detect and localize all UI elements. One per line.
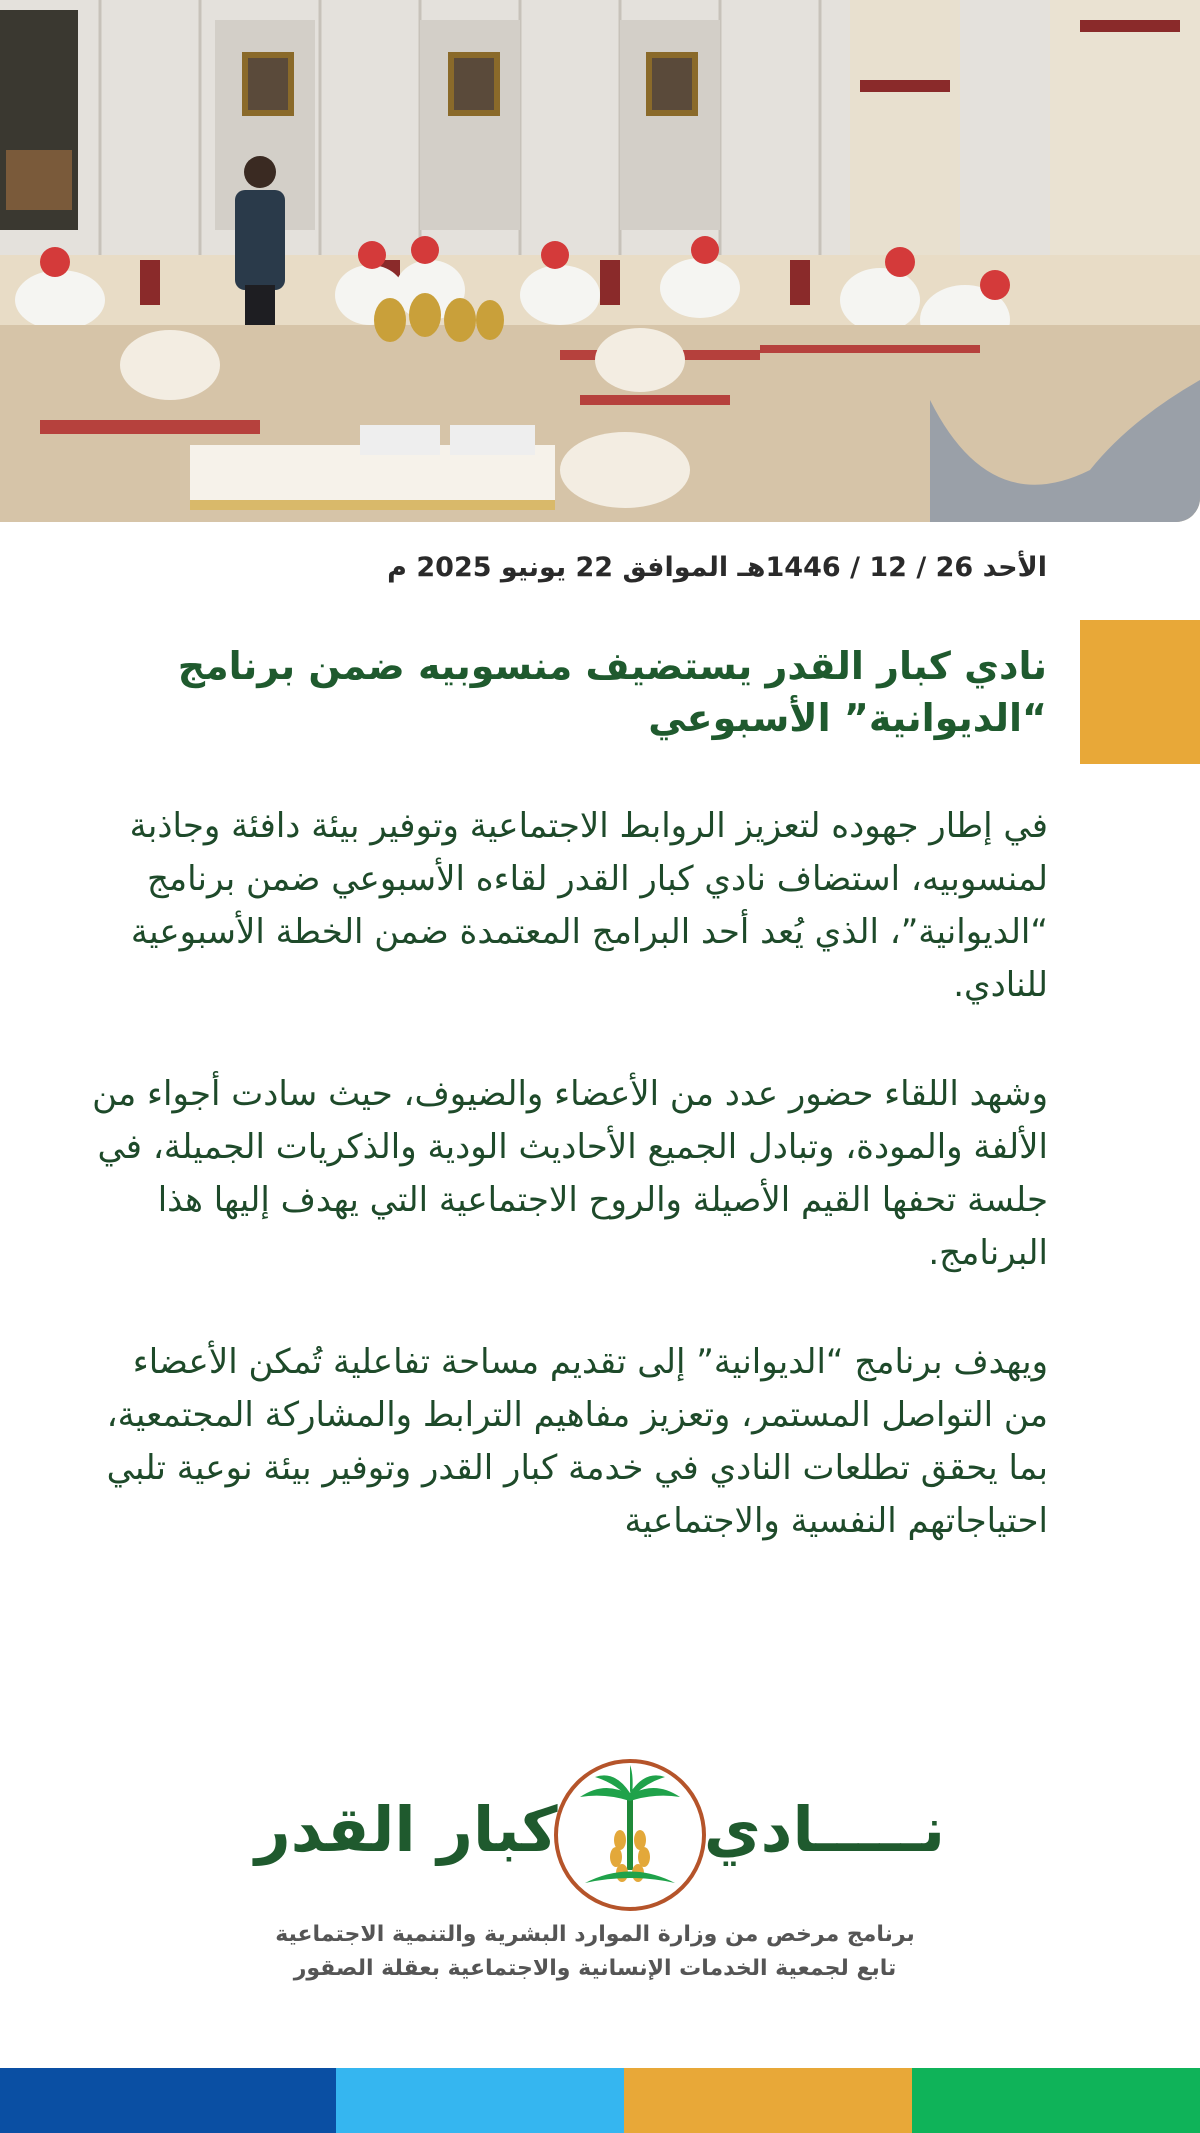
footer-stripe-green	[912, 2068, 1200, 2133]
palm-wheat-emblem-icon	[550, 1755, 710, 1915]
article-body	[88, 800, 1048, 1604]
majlis-photo-illustration	[0, 0, 1200, 522]
license-line-1: برنامج مرخص من وزارة الموارد البشرية والتنمية الاجتماعية	[275, 1922, 915, 1947]
footer-stripe-light-blue	[336, 2068, 624, 2133]
logo-word-name: كبار القدر	[255, 1793, 558, 1866]
article-title: نادي كبار القدر يستضيف منسوبيه ضمن برنامج “الديوانية” الأسبوعي	[177, 644, 1047, 740]
footer-stripe-orange	[624, 2068, 912, 2133]
paragraph-3: ويهدف برنامج “الديوانية” إلى تقديم مساحة تفاعلية تُمكن الأعضاء من التواصل المستمر، وتعزيز مفاهيم الترابط والمشاركة المجتمعية، بما يحقق تطلعات النادي في خدمة كبار القدر وتوفير بيئة نوعية تلبي احتياجاتهم النفسية والاجتماعية	[106, 1342, 1048, 1541]
paragraph-2: وشهد اللقاء حضور عدد من الأعضاء والضيوف، حيث سادت أجواء من الألفة والمودة، وتبادل الجميع الأحاديث الودية والذكريات الجميلة، في جلسة تحفها القيم الأصيلة والروح الاجتماعية التي يهدف إليها هذا البرنامج.	[92, 1074, 1048, 1273]
footer-stripe-blue	[0, 2068, 336, 2133]
date-line: الأحد 26 / 12 / 1446هـ الموافق 22 يونيو 2025 م	[387, 552, 1047, 583]
club-logo	[255, 1755, 945, 1915]
title-accent-bar	[1080, 620, 1200, 764]
license-line-2: تابع لجمعية الخدمات الإنسانية والاجتماعية بعقلة الصقور	[293, 1956, 897, 1981]
license-text	[240, 1918, 950, 1986]
paragraph-1: في إطار جهوده لتعزيز الروابط الاجتماعية وتوفير بيئة دافئة وجاذبة لمنسوبيه، استضاف نادي كبار القدر لقاءه الأسبوعي ضمن برنامج “الديوانية”، الذي يُعد أحد البرامج المعتمدة ضمن الخطة الأسبوعية للنادي.	[129, 806, 1048, 1005]
logo-word-club: نـــــادي	[703, 1793, 945, 1866]
header-photo	[0, 0, 1200, 522]
